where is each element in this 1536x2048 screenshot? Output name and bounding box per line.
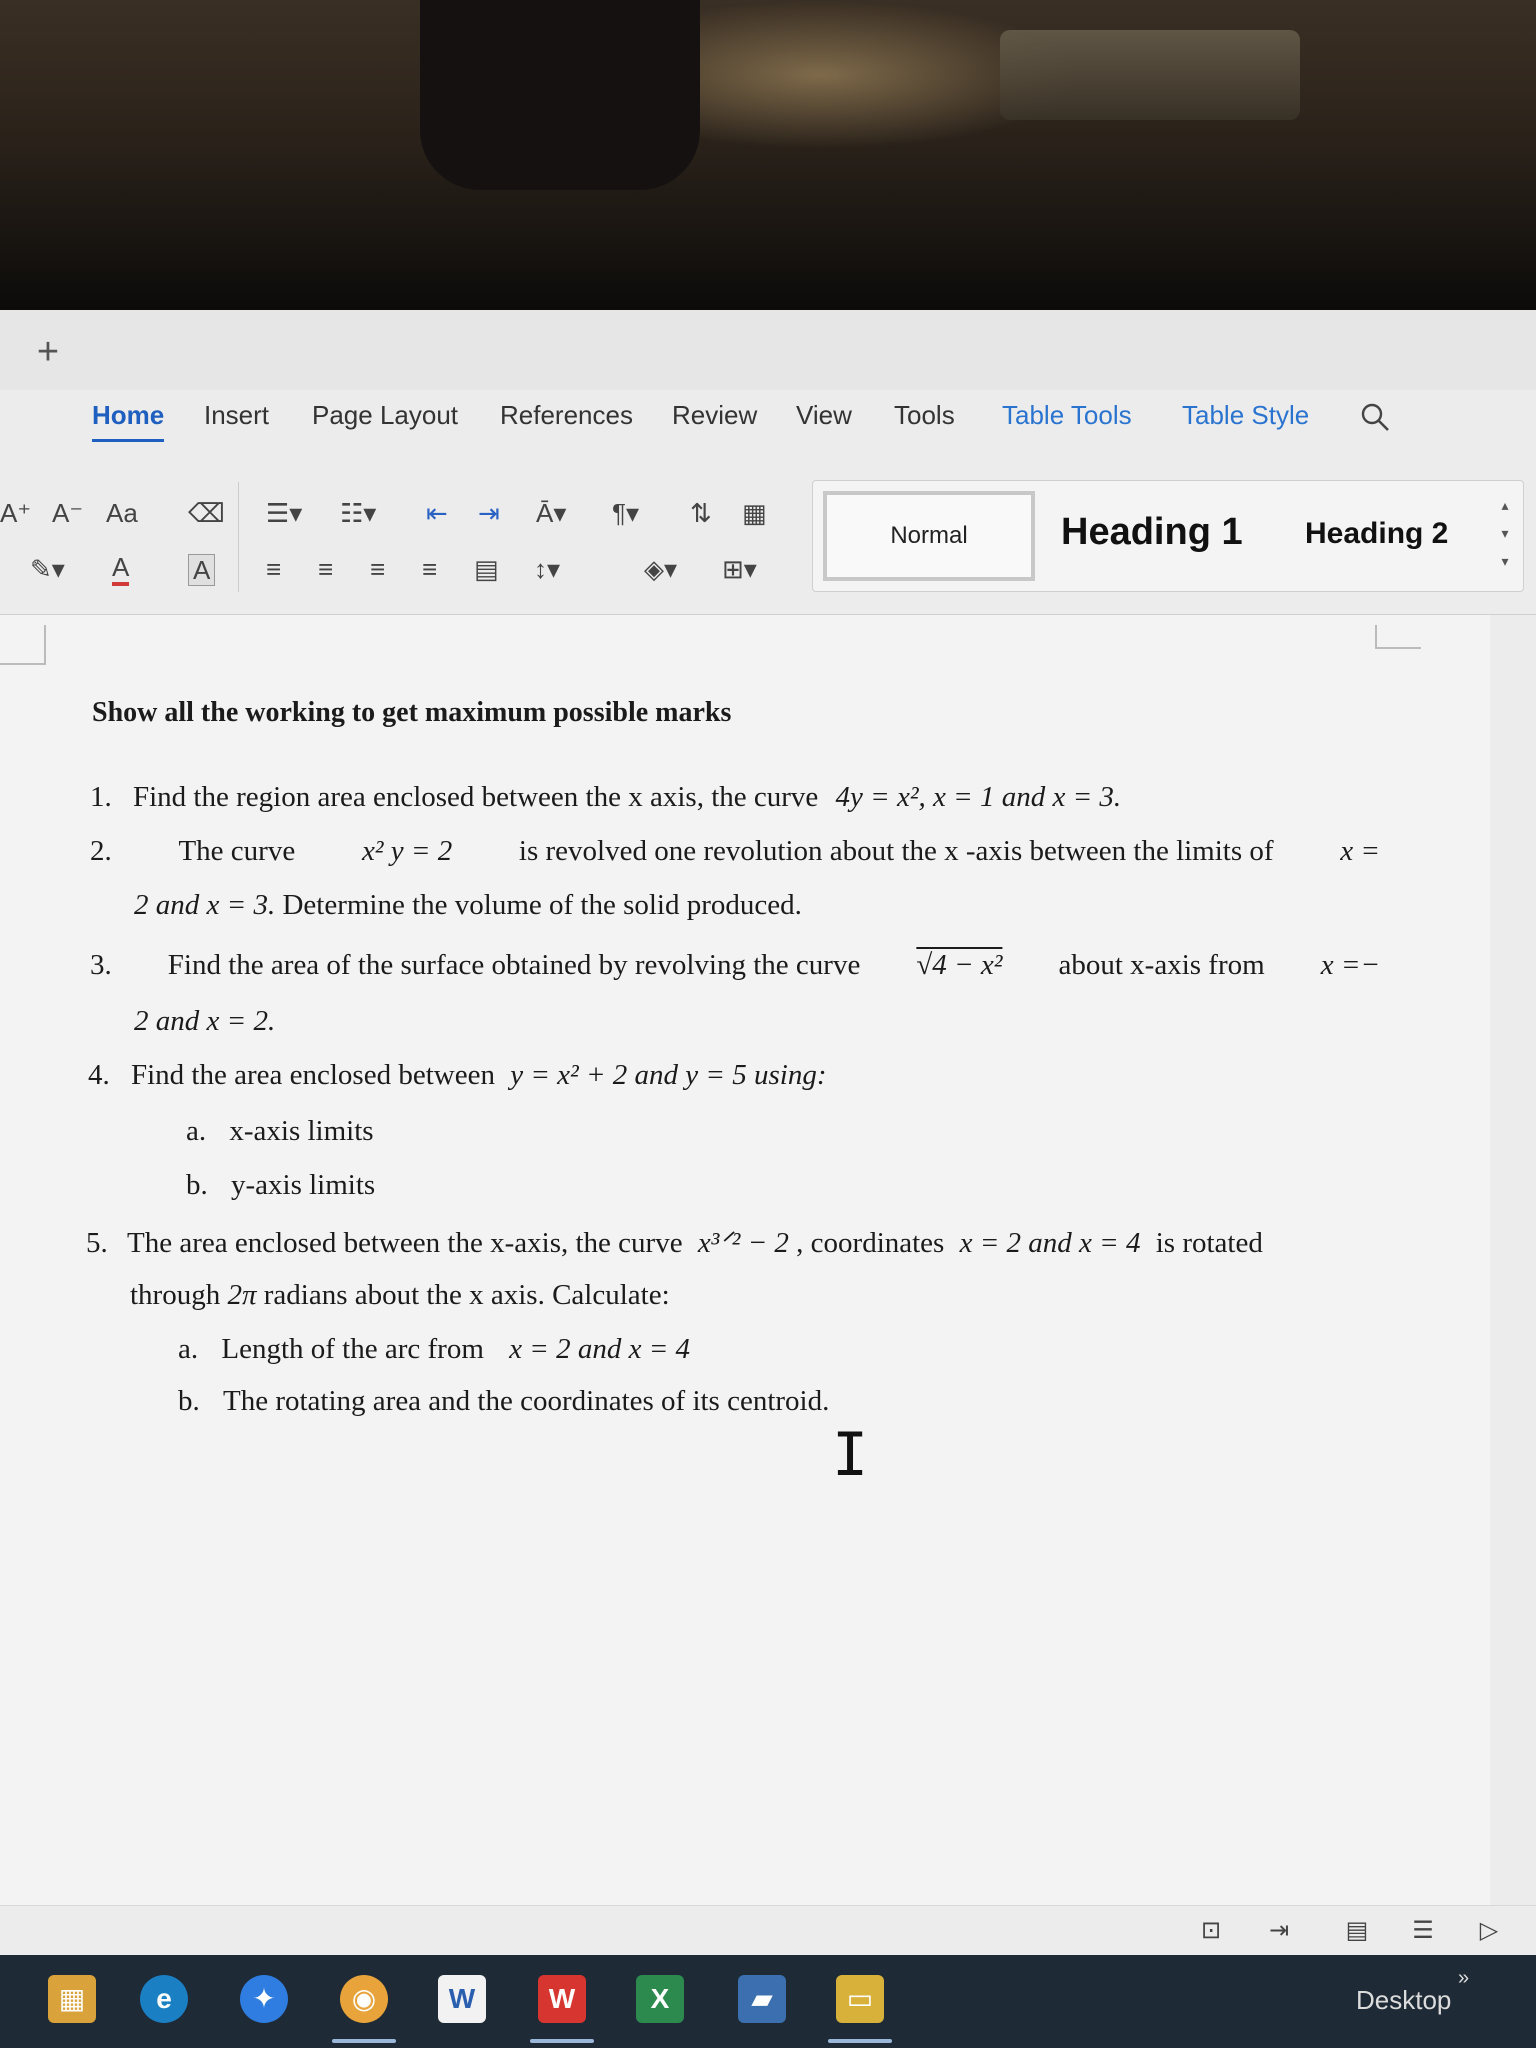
read-mode-icon[interactable]: ▤ bbox=[1345, 1917, 1369, 1944]
tab-table-tools[interactable]: Table Tools bbox=[1002, 400, 1132, 430]
q2-text-a: The curve bbox=[178, 835, 296, 867]
style-heading-2[interactable]: Heading 2 bbox=[1305, 517, 1449, 550]
margin-corner-right bbox=[1375, 625, 1421, 649]
chair-silhouette bbox=[420, 0, 700, 190]
play-icon[interactable]: ▷ bbox=[1479, 1917, 1499, 1944]
background-room bbox=[0, 0, 1536, 310]
chevron-right-icon[interactable]: » bbox=[1458, 1967, 1470, 1989]
q2-math-2: x = bbox=[1340, 835, 1380, 867]
align-left-icon[interactable]: ≡ bbox=[266, 554, 282, 584]
shelf bbox=[1000, 30, 1300, 120]
shading-icon[interactable]: ◈▾ bbox=[644, 554, 678, 584]
q5-text-d: through bbox=[130, 1279, 221, 1311]
q5-text-e: radians about the x axis. Calculate: bbox=[263, 1279, 670, 1311]
eraser-icon[interactable]: ⌫ bbox=[188, 498, 225, 528]
desktop-label[interactable]: Desktop bbox=[1356, 1985, 1452, 2015]
q3-number: 3. bbox=[90, 949, 112, 981]
question-2-line-1 bbox=[90, 835, 1380, 868]
ribbon-tabs bbox=[0, 390, 1536, 446]
tab-view[interactable]: View bbox=[796, 400, 852, 430]
q2-limits: 2 and x = 3. bbox=[134, 889, 276, 921]
q4-number: 4. bbox=[88, 1059, 110, 1091]
q5a-text: Length of the arc from bbox=[221, 1333, 484, 1365]
tab-tools[interactable]: Tools bbox=[894, 400, 955, 430]
text-direction-icon[interactable]: Ā▾ bbox=[536, 498, 567, 528]
document-page[interactable] bbox=[0, 615, 1490, 1905]
q2-text-c: Determine the volume of the solid produced. bbox=[282, 889, 802, 921]
new-tab-plus-icon[interactable]: + bbox=[36, 331, 60, 373]
q4b-label: b. bbox=[186, 1169, 208, 1201]
app-window bbox=[0, 310, 1536, 2048]
align-right-icon[interactable]: ≡ bbox=[370, 554, 386, 584]
question-5-line-2 bbox=[130, 1279, 670, 1312]
question-5a bbox=[178, 1333, 690, 1366]
q5a-math: x = 2 and x = 4 bbox=[509, 1333, 691, 1365]
q5-text-c: is rotated bbox=[1155, 1227, 1263, 1259]
q5-text-b: , coordinates bbox=[796, 1227, 945, 1259]
question-4b bbox=[186, 1169, 375, 1202]
instruction-text: Show all the working to get maximum possible marks bbox=[92, 697, 732, 728]
q5-math-3: 2π bbox=[227, 1279, 257, 1311]
q1-text: Find the region area enclosed between the x axis, the curve bbox=[133, 781, 819, 813]
chrome-icon[interactable]: ◉ bbox=[340, 1975, 388, 2023]
highlight-pen-icon[interactable]: ✎▾ bbox=[30, 554, 65, 584]
wps-writer-icon[interactable]: W bbox=[538, 1975, 586, 2023]
question-3-line-2 bbox=[134, 1005, 275, 1038]
q2-number: 2. bbox=[90, 835, 112, 867]
question-5-line-1 bbox=[86, 1225, 1263, 1260]
styles-gallery bbox=[812, 480, 1524, 592]
pin-icon[interactable]: ✦ bbox=[240, 1975, 288, 2023]
question-5b bbox=[178, 1385, 829, 1418]
q5-text-a: The area enclosed between the x-axis, the curve bbox=[127, 1227, 683, 1259]
q4a-label: a. bbox=[186, 1115, 207, 1147]
styles-scroll-arrows-icon[interactable]: ▴ ▾ ▾ bbox=[1501, 497, 1509, 569]
style-heading-1[interactable]: Heading 1 bbox=[1061, 511, 1243, 553]
search-icon[interactable] bbox=[1360, 402, 1390, 432]
text-cursor-ibeam-icon: I bbox=[832, 1420, 869, 1490]
q4-math: y = x² + 2 and y = 5 using: bbox=[510, 1059, 827, 1091]
windows-start-icon[interactable]: ▦ bbox=[48, 1975, 96, 2023]
outline-icon[interactable]: ☰ bbox=[1412, 1917, 1434, 1944]
font-color-icon[interactable]: A bbox=[112, 552, 129, 586]
decrease-indent-icon[interactable]: ⇤ bbox=[426, 498, 448, 528]
tab-review[interactable]: Review bbox=[672, 400, 758, 430]
ribbon-toolbar bbox=[0, 470, 1536, 615]
q1-number: 1. bbox=[90, 781, 112, 813]
q5a-label: a. bbox=[178, 1333, 199, 1365]
ribbon-divider bbox=[238, 482, 239, 592]
edge-icon[interactable]: e bbox=[140, 1975, 188, 2023]
taskbar bbox=[0, 1955, 1536, 2048]
q5-math: x³ᐟ² − 2 bbox=[697, 1227, 789, 1259]
excel-icon[interactable]: X bbox=[636, 1975, 684, 2023]
q4-text: Find the area enclosed between bbox=[131, 1059, 495, 1091]
q5-math-2: x = 2 and x = 4 bbox=[959, 1227, 1141, 1259]
q1-math: 4y = x², x = 1 and x = 3. bbox=[835, 781, 1122, 813]
bullet-list-icon[interactable]: ☰▾ bbox=[266, 498, 303, 528]
question-3-line-1 bbox=[90, 949, 1380, 982]
q3-text-b: about x-axis from bbox=[1058, 949, 1265, 981]
char-shading-icon[interactable]: A bbox=[188, 554, 215, 586]
borders-icon[interactable]: ⊞▾ bbox=[722, 554, 757, 584]
question-2-line-2 bbox=[134, 889, 802, 922]
margin-corner-left bbox=[0, 625, 46, 665]
justify-icon[interactable]: ≡ bbox=[422, 554, 438, 584]
align-center-icon[interactable]: ≡ bbox=[318, 554, 334, 584]
app-icon[interactable]: ▰ bbox=[738, 1975, 786, 2023]
q3-math-2: x =− bbox=[1320, 949, 1380, 981]
style-normal[interactable]: Normal bbox=[823, 491, 1035, 581]
sort-icon[interactable]: ⇅ bbox=[690, 498, 712, 528]
tab-strip bbox=[0, 310, 1536, 390]
question-4a bbox=[186, 1115, 374, 1148]
question-1 bbox=[90, 781, 1121, 814]
q3-limits: 2 and x = 2. bbox=[134, 1005, 276, 1037]
q5b-text: The rotating area and the coordinates of its centroid. bbox=[223, 1385, 830, 1417]
tab-home[interactable]: Home bbox=[92, 400, 164, 442]
q5-number: 5. bbox=[86, 1227, 108, 1259]
word-icon[interactable]: W bbox=[438, 1975, 486, 2023]
export-icon[interactable]: ⇥ bbox=[1268, 1917, 1290, 1944]
chrome-active-indicator bbox=[332, 2039, 396, 2043]
grow-font-icon[interactable]: A⁺ bbox=[0, 498, 32, 528]
distributed-icon[interactable]: ▤ bbox=[474, 554, 499, 584]
columns-icon[interactable]: ▦ bbox=[742, 498, 767, 528]
q4a-text: x-axis limits bbox=[229, 1115, 374, 1147]
q5b-label: b. bbox=[178, 1385, 200, 1417]
q2-math: x² y = 2 bbox=[361, 835, 453, 867]
numbered-list-icon[interactable]: ☷▾ bbox=[340, 498, 377, 528]
tab-table-style[interactable]: Table Style bbox=[1182, 400, 1310, 430]
q3-text-a: Find the area of the surface obtained by revolving the curve bbox=[167, 949, 861, 981]
line-spacing-icon[interactable]: ↕▾ bbox=[534, 554, 561, 584]
question-4 bbox=[88, 1059, 827, 1092]
q2-text-b: is revolved one revolution about the x -axis between the limits of bbox=[518, 835, 1274, 867]
tab-references[interactable]: References bbox=[500, 400, 633, 430]
change-case-icon[interactable]: Aa bbox=[106, 498, 138, 528]
files-icon[interactable]: ▭ bbox=[836, 1975, 884, 2023]
q4b-text: y-axis limits bbox=[231, 1169, 376, 1201]
files-active-indicator bbox=[828, 2039, 892, 2043]
page-view-icon[interactable]: ⊡ bbox=[1200, 1917, 1222, 1944]
increase-indent-icon[interactable]: ⇥ bbox=[478, 498, 500, 528]
q3-math: √4 − x² bbox=[916, 949, 1003, 981]
paragraph-mark-icon[interactable]: ¶▾ bbox=[612, 498, 640, 528]
tab-page-layout[interactable]: Page Layout bbox=[312, 400, 459, 430]
shrink-font-icon[interactable]: A⁻ bbox=[52, 498, 84, 528]
status-bar bbox=[0, 1905, 1536, 1955]
tab-insert[interactable]: Insert bbox=[204, 400, 270, 430]
wps-active-indicator bbox=[530, 2039, 594, 2043]
